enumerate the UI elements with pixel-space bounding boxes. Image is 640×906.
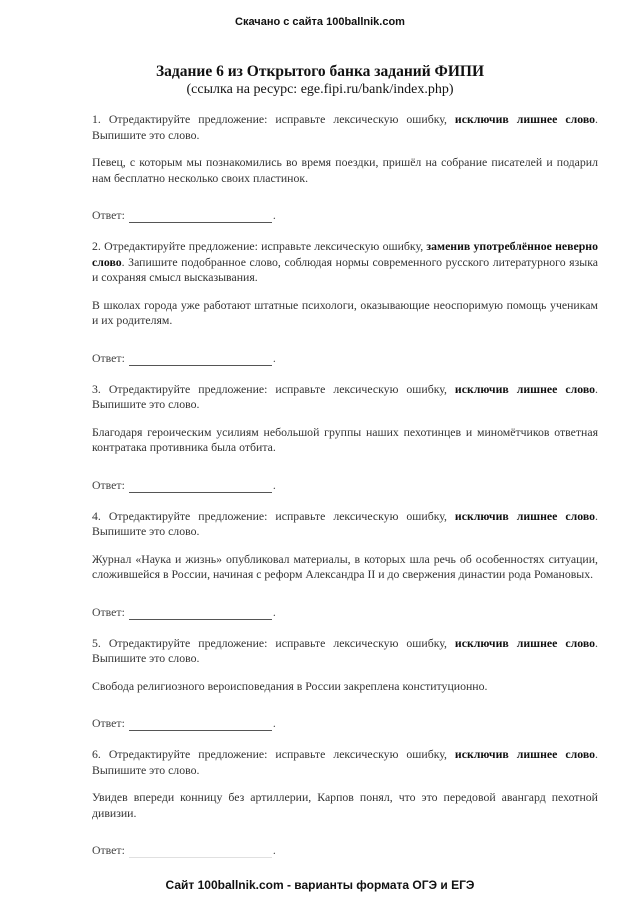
instruction-emphasis: исключив лишнее слово <box>454 635 596 650</box>
task-instruction <box>92 239 598 286</box>
task-instruction <box>92 509 598 540</box>
instruction-emphasis: исключив лишнее слово <box>454 381 596 396</box>
task-instruction <box>92 382 598 413</box>
task-sentence: Певец, с которым мы познакомились во время поездки, пришёл на собрание писателей и подарил нам бесплатно несколько своих пластинок. <box>92 155 598 185</box>
answer-row <box>92 208 598 223</box>
answer-end: . <box>272 843 276 857</box>
answer-label: Ответ: <box>92 208 125 222</box>
answer-end: . <box>272 477 276 492</box>
task-number: 2. <box>92 239 101 253</box>
instruction-text: Отредактируйте предложение: исправьте лексическую ошибку, <box>108 508 455 523</box>
instruction-emphasis: заменив употреблённое неверно слово <box>92 239 598 269</box>
instruction-text-end: . Выпишите это слово. <box>92 112 598 142</box>
instruction-text-end: . Выпишите это слово. <box>92 747 598 777</box>
instruction-emphasis: исключив лишнее слово <box>454 112 596 126</box>
task-sentence: Благодаря героическим усилиям небольшой группы наших пехотинцев и миномётчиков ответная контратака противника была отбита. <box>92 424 598 454</box>
instruction-emphasis: исключив лишнее слово <box>454 508 596 523</box>
answer-end: . <box>272 208 276 222</box>
answer-row <box>92 605 598 620</box>
answer-label: Ответ: <box>92 477 125 492</box>
answer-field[interactable] <box>129 608 272 620</box>
instruction-text-end: . Выпишите это слово. <box>92 508 598 538</box>
task-4 <box>92 509 598 620</box>
instruction-text: Отредактируйте предложение: исправьте лексическую ошибку, <box>104 239 427 253</box>
task-number: 6. <box>92 747 101 761</box>
answer-label: Ответ: <box>92 716 125 730</box>
source-header: Скачано с сайта 100ballnik.com <box>235 16 405 28</box>
instruction-text-end: . Запишите подобранное слово, соблюдая нормы современного русского литературного языка и сохраняя смысл высказывания. <box>92 254 598 284</box>
answer-row <box>92 478 598 493</box>
instruction-text: Отредактируйте предложение: исправьте лексическую ошибку, <box>108 381 455 396</box>
answer-label: Ответ: <box>92 604 125 619</box>
instruction-text: Отредактируйте предложение: исправьте лексическую ошибку, <box>108 112 455 126</box>
answer-end: . <box>272 604 276 619</box>
answer-end: . <box>272 350 276 365</box>
answer-field[interactable] <box>129 481 272 493</box>
task-number: 5. <box>92 635 101 650</box>
task-number: 3. <box>92 381 101 396</box>
instruction-text: Отредактируйте предложение: исправьте лексическую ошибку, <box>108 747 455 761</box>
answer-row <box>92 351 598 366</box>
instruction-text: Отредактируйте предложение: исправьте лексическую ошибку, <box>108 635 455 650</box>
answer-row <box>92 843 598 858</box>
task-2 <box>92 239 598 366</box>
answer-field[interactable] <box>129 719 272 731</box>
answer-label: Ответ: <box>92 350 125 365</box>
task-instruction <box>92 636 598 667</box>
answer-label: Ответ: <box>92 843 125 857</box>
instruction-emphasis: исключив лишнее слово <box>454 747 596 761</box>
answer-field[interactable] <box>129 354 272 366</box>
task-instruction <box>92 112 598 143</box>
task-sentence: Увидев впереди конницу без артиллерии, Карпов понял, что это передовой авангард пехотной дивизии. <box>92 790 598 820</box>
task-3 <box>92 382 598 493</box>
answer-field[interactable] <box>129 846 272 858</box>
instruction-text-end: . Выпишите это слово. <box>92 635 598 665</box>
task-instruction <box>92 747 598 778</box>
task-sentence: Свобода религиозного вероисповедания в России закреплена конституционно. <box>92 678 488 693</box>
task-5 <box>92 636 598 732</box>
task-sentence: Журнал «Наука и жизнь» опубликовал материалы, в которых шла речь об особенностях ситуации, сложившейся в России, начиная с реформ Александра II и до свержения династии рода Романовых. <box>92 551 598 581</box>
task-number: 4. <box>92 508 101 523</box>
answer-field[interactable] <box>129 211 272 223</box>
task-list <box>92 112 598 858</box>
document-subtitle: (ссылка на ресурс: ege.fipi.ru/bank/index.php) <box>186 82 454 97</box>
answer-row <box>92 716 598 731</box>
task-number: 1. <box>92 112 101 126</box>
task-sentence: В школах города уже работают штатные психологи, оказывающие неоспоримую помощь ученикам и их родителям. <box>92 297 598 327</box>
site-footer: Сайт 100ballnik.com - варианты формата ОГЭ и ЕГЭ <box>165 878 475 892</box>
document-title: Задание 6 из Открытого банка заданий ФИПИ <box>155 63 485 80</box>
answer-end: . <box>272 716 276 730</box>
task-6 <box>92 747 598 858</box>
task-1 <box>92 112 598 223</box>
instruction-text-end: . Выпишите это слово. <box>92 381 598 411</box>
